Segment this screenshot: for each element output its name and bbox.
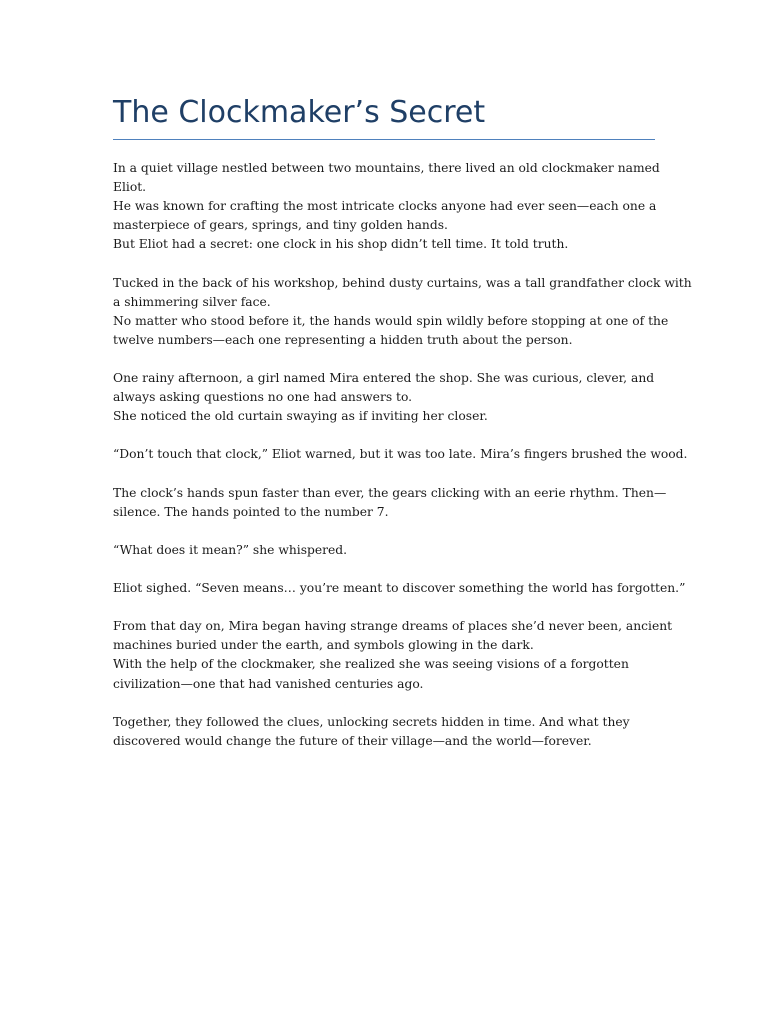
text-line: silence. The hands pointed to the number 7.: [113, 504, 389, 519]
text-line: In a quiet village nestled between two mountains, there lived an old clockmaker named: [113, 161, 660, 175]
body-paragraph: [113, 274, 692, 350]
text-line: Eliot sighed. “Seven means… you’re meant to discover something the world has forgotten.”: [113, 581, 686, 596]
text-line: Together, they followed the clues, unlocking secrets hidden in time. And what they: [113, 714, 630, 729]
text-line: always asking questions no one had answers to.: [113, 390, 413, 405]
text-line: But Eliot had a secret: one clock in his shop didn’t tell time. It told truth.: [113, 237, 569, 252]
text-line: twelve numbers—each one representing a hidden truth about the person.: [113, 332, 573, 347]
text-line: She noticed the old curtain swaying as if inviting her closer.: [113, 409, 488, 424]
text-line: Eliot.: [113, 180, 147, 195]
title-underline: [113, 139, 655, 140]
text-line: From that day on, Mira began having strange dreams of places she’d never been, ancient: [113, 619, 673, 634]
document-title: The Clockmaker’s Secret: [113, 95, 486, 130]
body-paragraph: [113, 484, 667, 522]
text-line: a shimmering silver face.: [113, 294, 271, 309]
body-paragraph: [113, 617, 673, 693]
text-line: One rainy afternoon, a girl named Mira entered the shop. She was curious, clever, and: [113, 371, 655, 386]
text-line: civilization—one that had vanished centuries ago.: [113, 676, 424, 691]
document-body: [113, 159, 692, 770]
body-paragraph: [113, 579, 686, 598]
text-line: No matter who stood before it, the hands would spin wildly before stopping at one of the: [113, 313, 669, 328]
text-line: “Don’t touch that clock,” Eliot warned, but it was too late. Mira’s fingers brushed the wood.: [113, 447, 688, 462]
body-paragraph: [113, 541, 661, 560]
text-line: discovered would change the future of their village—and the world—forever.: [113, 733, 592, 748]
body-paragraph: [113, 369, 661, 426]
body-paragraph: [113, 445, 688, 464]
body-paragraph: [113, 713, 661, 751]
text-line: The clock’s hands spun faster than ever, the gears clicking with an eerie rhythm. Then—: [113, 485, 667, 500]
text-line: “What does it mean?” she whispered.: [113, 542, 348, 557]
text-line: machines buried under the earth, and symbols glowing in the dark.: [113, 638, 534, 653]
text-line: masterpiece of gears, springs, and tiny golden hands.: [113, 218, 448, 233]
text-line: He was known for crafting the most intricate clocks anyone had ever seen—each one a: [113, 199, 657, 214]
text-line: Tucked in the back of his workshop, behind dusty curtains, was a tall grandfather clock with: [113, 275, 692, 290]
text-line: With the help of the clockmaker, she realized she was seeing visions of a forgotten: [113, 657, 629, 672]
body-paragraph: [113, 159, 661, 254]
